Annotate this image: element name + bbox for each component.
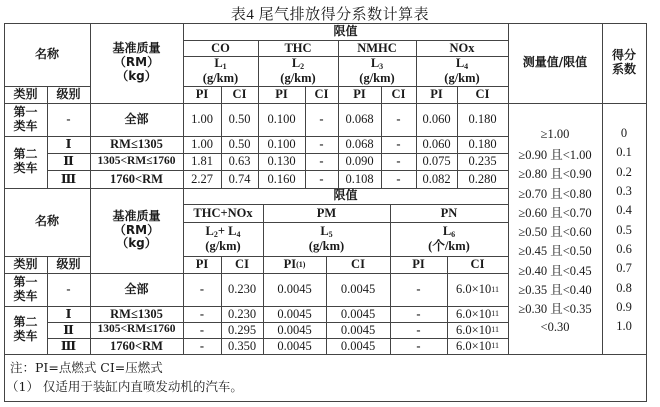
value-cell: 1.00 (191, 112, 213, 127)
level-cell: Ⅱ (63, 154, 74, 169)
value-cell: 0.068 (345, 137, 374, 152)
value-cell: 0.100 (267, 137, 296, 152)
level-cell: - (66, 282, 71, 297)
score-item: 0.2 (616, 164, 632, 179)
score-item: 0.6 (616, 241, 632, 256)
score-item: 0.8 (616, 280, 632, 295)
col-thc-ci: CI (314, 87, 329, 102)
value-cell: - (199, 282, 205, 297)
value-cell: 6.0×10 11 (456, 322, 499, 337)
score-item: 0.4 (616, 203, 632, 218)
value-cell: 0.63 (228, 154, 251, 169)
value-cell: 0.230 (227, 306, 257, 321)
limit-unit: (g/km) (202, 71, 239, 86)
value-cell: - (396, 154, 401, 169)
rm-cell: 1305<RM≤1760 (97, 154, 176, 167)
category-second: 第二 类车 (13, 315, 38, 343)
header-name: 名称 (34, 46, 59, 61)
value-cell: 1.81 (191, 154, 213, 169)
value-cell: - (319, 112, 324, 127)
level-cell: Ⅱ (63, 322, 74, 337)
score-label-2: 系数 (611, 62, 636, 76)
level-cell: Ⅲ (60, 171, 77, 186)
header-reference-mass (90, 23, 183, 103)
col-thc-pi: PI (275, 87, 288, 102)
level-cell: Ⅰ (65, 306, 72, 321)
value-cell: 0.0045 (340, 322, 376, 337)
value-cell: - (319, 137, 324, 152)
score-item: 0.1 (616, 145, 632, 160)
value-cell: - (319, 154, 324, 169)
note-footnote-1: （1） 仅适用于装缸内直喷发动机的汽车。 (6, 379, 243, 394)
value-cell: 0.068 (345, 112, 374, 127)
ratio-item: ≥0.70 且<0.80 (518, 186, 592, 201)
rm-cell: RM≤1305 (110, 137, 163, 152)
limit-label: $L_3$ (370, 56, 384, 72)
value-cell: 0.0045 (340, 306, 376, 321)
score-list (602, 124, 646, 336)
level-cell: Ⅰ (65, 137, 72, 152)
limit-label: $L_4$ (455, 56, 469, 72)
ratio-list (508, 125, 602, 337)
limit-unit: (个/km) (428, 239, 470, 254)
value-cell: 0.0045 (277, 322, 312, 337)
score-label-1: 得分 (611, 48, 636, 63)
value-cell: 0.130 (267, 154, 296, 169)
limit-l2 (258, 56, 338, 86)
value-cell: 6.0×10 11 (456, 306, 499, 321)
value-cell: - (199, 306, 205, 321)
rm-abbrev: （RM） (113, 55, 160, 70)
ratio-item: ≥0.90 且<1.00 (518, 147, 592, 162)
limit-l1 (183, 56, 258, 86)
col-thcnox-pi: PI (195, 257, 209, 272)
value-cell: 0.075 (422, 154, 451, 169)
value-cell: - (416, 306, 421, 321)
grid-line (4, 354, 646, 355)
limit-label: $L_2+ L_4$ (205, 224, 241, 240)
table-title: 表4 尾气排放得分系数计算表 (230, 7, 430, 23)
pollutant-pm: PM (316, 205, 337, 220)
col-nmhc-pi: PI (353, 87, 366, 102)
rm-unit: （kg） (116, 236, 157, 251)
header-category: 类别 (13, 86, 38, 101)
rm-label: 基准质量 (112, 208, 161, 223)
value-cell: - (396, 112, 401, 127)
ratio-item: ≥0.30 且<0.35 (518, 302, 592, 317)
value-cell: 1.00 (191, 137, 213, 152)
pollutant-co: CO (211, 40, 230, 55)
header-ratio: 测量值/限值 (522, 55, 588, 70)
value-cell: - (396, 137, 401, 152)
value-cell: 0.090 (345, 154, 374, 169)
value-cell: 0.0045 (340, 338, 376, 353)
category-first: 第一 类车 (13, 104, 38, 133)
pollutant-thc-nox: THC+NOx (193, 205, 253, 220)
value-cell: 0.060 (422, 137, 451, 152)
value-cell: 6.0×10 11 (456, 338, 499, 353)
score-item: 0.5 (616, 222, 632, 237)
rm-cell: 1305<RM≤1760 (97, 323, 176, 336)
value-cell: 0.230 (227, 282, 257, 297)
value-cell: 0.50 (228, 137, 251, 152)
value-cell: 0.0045 (277, 306, 312, 321)
limit-label: $L_6$ (442, 224, 456, 240)
rm-cell: 全部 (124, 281, 149, 296)
header-reference-mass (90, 188, 183, 273)
score-item: 0 (620, 126, 628, 141)
rm-unit: （kg） (116, 68, 157, 83)
header-score (602, 23, 646, 103)
value-cell: - (319, 171, 324, 186)
value-cell: - (396, 171, 401, 186)
pollutant-nox: NOx (449, 40, 475, 55)
col-pn-pi: PI (412, 257, 425, 272)
col-co-pi: PI (195, 87, 209, 102)
value-cell: 0.74 (228, 171, 251, 186)
col-pn-ci: CI (470, 257, 485, 272)
value-cell: 0.0045 (277, 338, 312, 353)
ratio-item: ≥0.50 且<0.60 (518, 225, 592, 240)
limit-unit: (g/km) (359, 71, 395, 86)
ratio-item: ≥0.45 且<0.50 (518, 244, 592, 259)
limit-unit: (g/km) (280, 71, 316, 86)
score-item: 0.7 (616, 261, 632, 276)
value-cell: 0.295 (227, 322, 257, 337)
value-cell: 0.280 (468, 171, 497, 186)
pollutant-thc: THC (284, 40, 312, 55)
header-limit: 限值 (333, 188, 358, 203)
ratio-item: ≥0.60 且<0.70 (518, 205, 592, 220)
score-item: 0.3 (616, 184, 632, 199)
rm-label: 基准质量 (112, 41, 161, 56)
limit-l2-l4 (183, 222, 263, 256)
value-cell: 0.060 (422, 112, 451, 127)
col-thcnox-ci: CI (235, 257, 249, 272)
limit-unit: (g/km) (308, 239, 345, 254)
value-cell: 0.50 (228, 112, 251, 127)
value-cell: 0.108 (345, 171, 374, 186)
value-cell: - (416, 322, 421, 337)
level-cell: Ⅲ (60, 338, 77, 353)
ratio-item: ≥1.00 (540, 127, 570, 142)
col-nox-pi: PI (430, 87, 443, 102)
limit-label: $L_2$ (291, 56, 305, 72)
value-cell: 0.235 (468, 154, 497, 169)
rm-cell: 1760<RM (110, 338, 163, 353)
value-cell: 2.27 (191, 171, 213, 186)
pollutant-nmhc: NMHC (357, 40, 397, 55)
ratio-item: ≥0.40 且<0.45 (518, 263, 592, 278)
header-name: 名称 (34, 214, 59, 229)
value-cell: 0.0045 (277, 282, 312, 297)
note-abbreviations: 注：PI=点燃式 CI=压燃式 (10, 360, 163, 375)
category-second: 第二 类车 (13, 147, 38, 175)
ratio-item: <0.30 (540, 320, 570, 335)
limit-l6 (390, 222, 508, 256)
col-nmhc-ci: CI (391, 87, 406, 102)
header-level: 级别 (56, 86, 81, 101)
value-cell: - (416, 282, 421, 297)
header-limit: 限值 (333, 23, 358, 38)
value-cell: - (416, 338, 421, 353)
value-cell: 0.0045 (340, 282, 376, 297)
value-cell: 0.350 (227, 338, 257, 353)
col-pm-pi: PI (1) (283, 257, 306, 272)
rm-abbrev: （RM） (113, 222, 160, 237)
value-cell: 0.180 (468, 137, 497, 152)
score-item: 1.0 (616, 319, 632, 334)
rm-cell: RM≤1305 (110, 306, 163, 321)
rm-cell: 1760<RM (110, 171, 163, 186)
value-cell: 6.0×10 11 (456, 282, 499, 297)
value-cell: - (199, 322, 205, 337)
value-cell: 0.160 (267, 171, 296, 186)
rm-cell: 全部 (124, 111, 149, 126)
level-cell: - (66, 112, 71, 127)
value-cell: - (199, 338, 205, 353)
col-pm-ci: CI (351, 257, 365, 272)
limit-l3 (338, 56, 416, 86)
limit-label: $L_1$ (214, 56, 227, 72)
col-nox-ci: CI (475, 87, 490, 102)
category-first: 第一 类车 (13, 274, 38, 303)
pollutant-pn: PN (440, 205, 458, 220)
header-level: 级别 (56, 256, 81, 271)
score-item: 0.9 (616, 299, 632, 314)
limit-l4 (416, 56, 508, 86)
limit-label: $L_5$ (320, 224, 333, 240)
header-category: 类别 (13, 256, 38, 271)
ratio-item: ≥0.35 且<0.40 (518, 283, 592, 298)
value-cell: 0.082 (422, 171, 451, 186)
limit-unit: (g/km) (444, 71, 480, 86)
value-cell: 0.100 (267, 112, 296, 127)
value-cell: 0.180 (468, 112, 497, 127)
limit-unit: (g/km) (205, 239, 241, 254)
limit-l5 (263, 222, 390, 256)
ratio-item: ≥0.80 且<0.90 (518, 167, 592, 182)
col-co-ci: CI (232, 87, 247, 102)
